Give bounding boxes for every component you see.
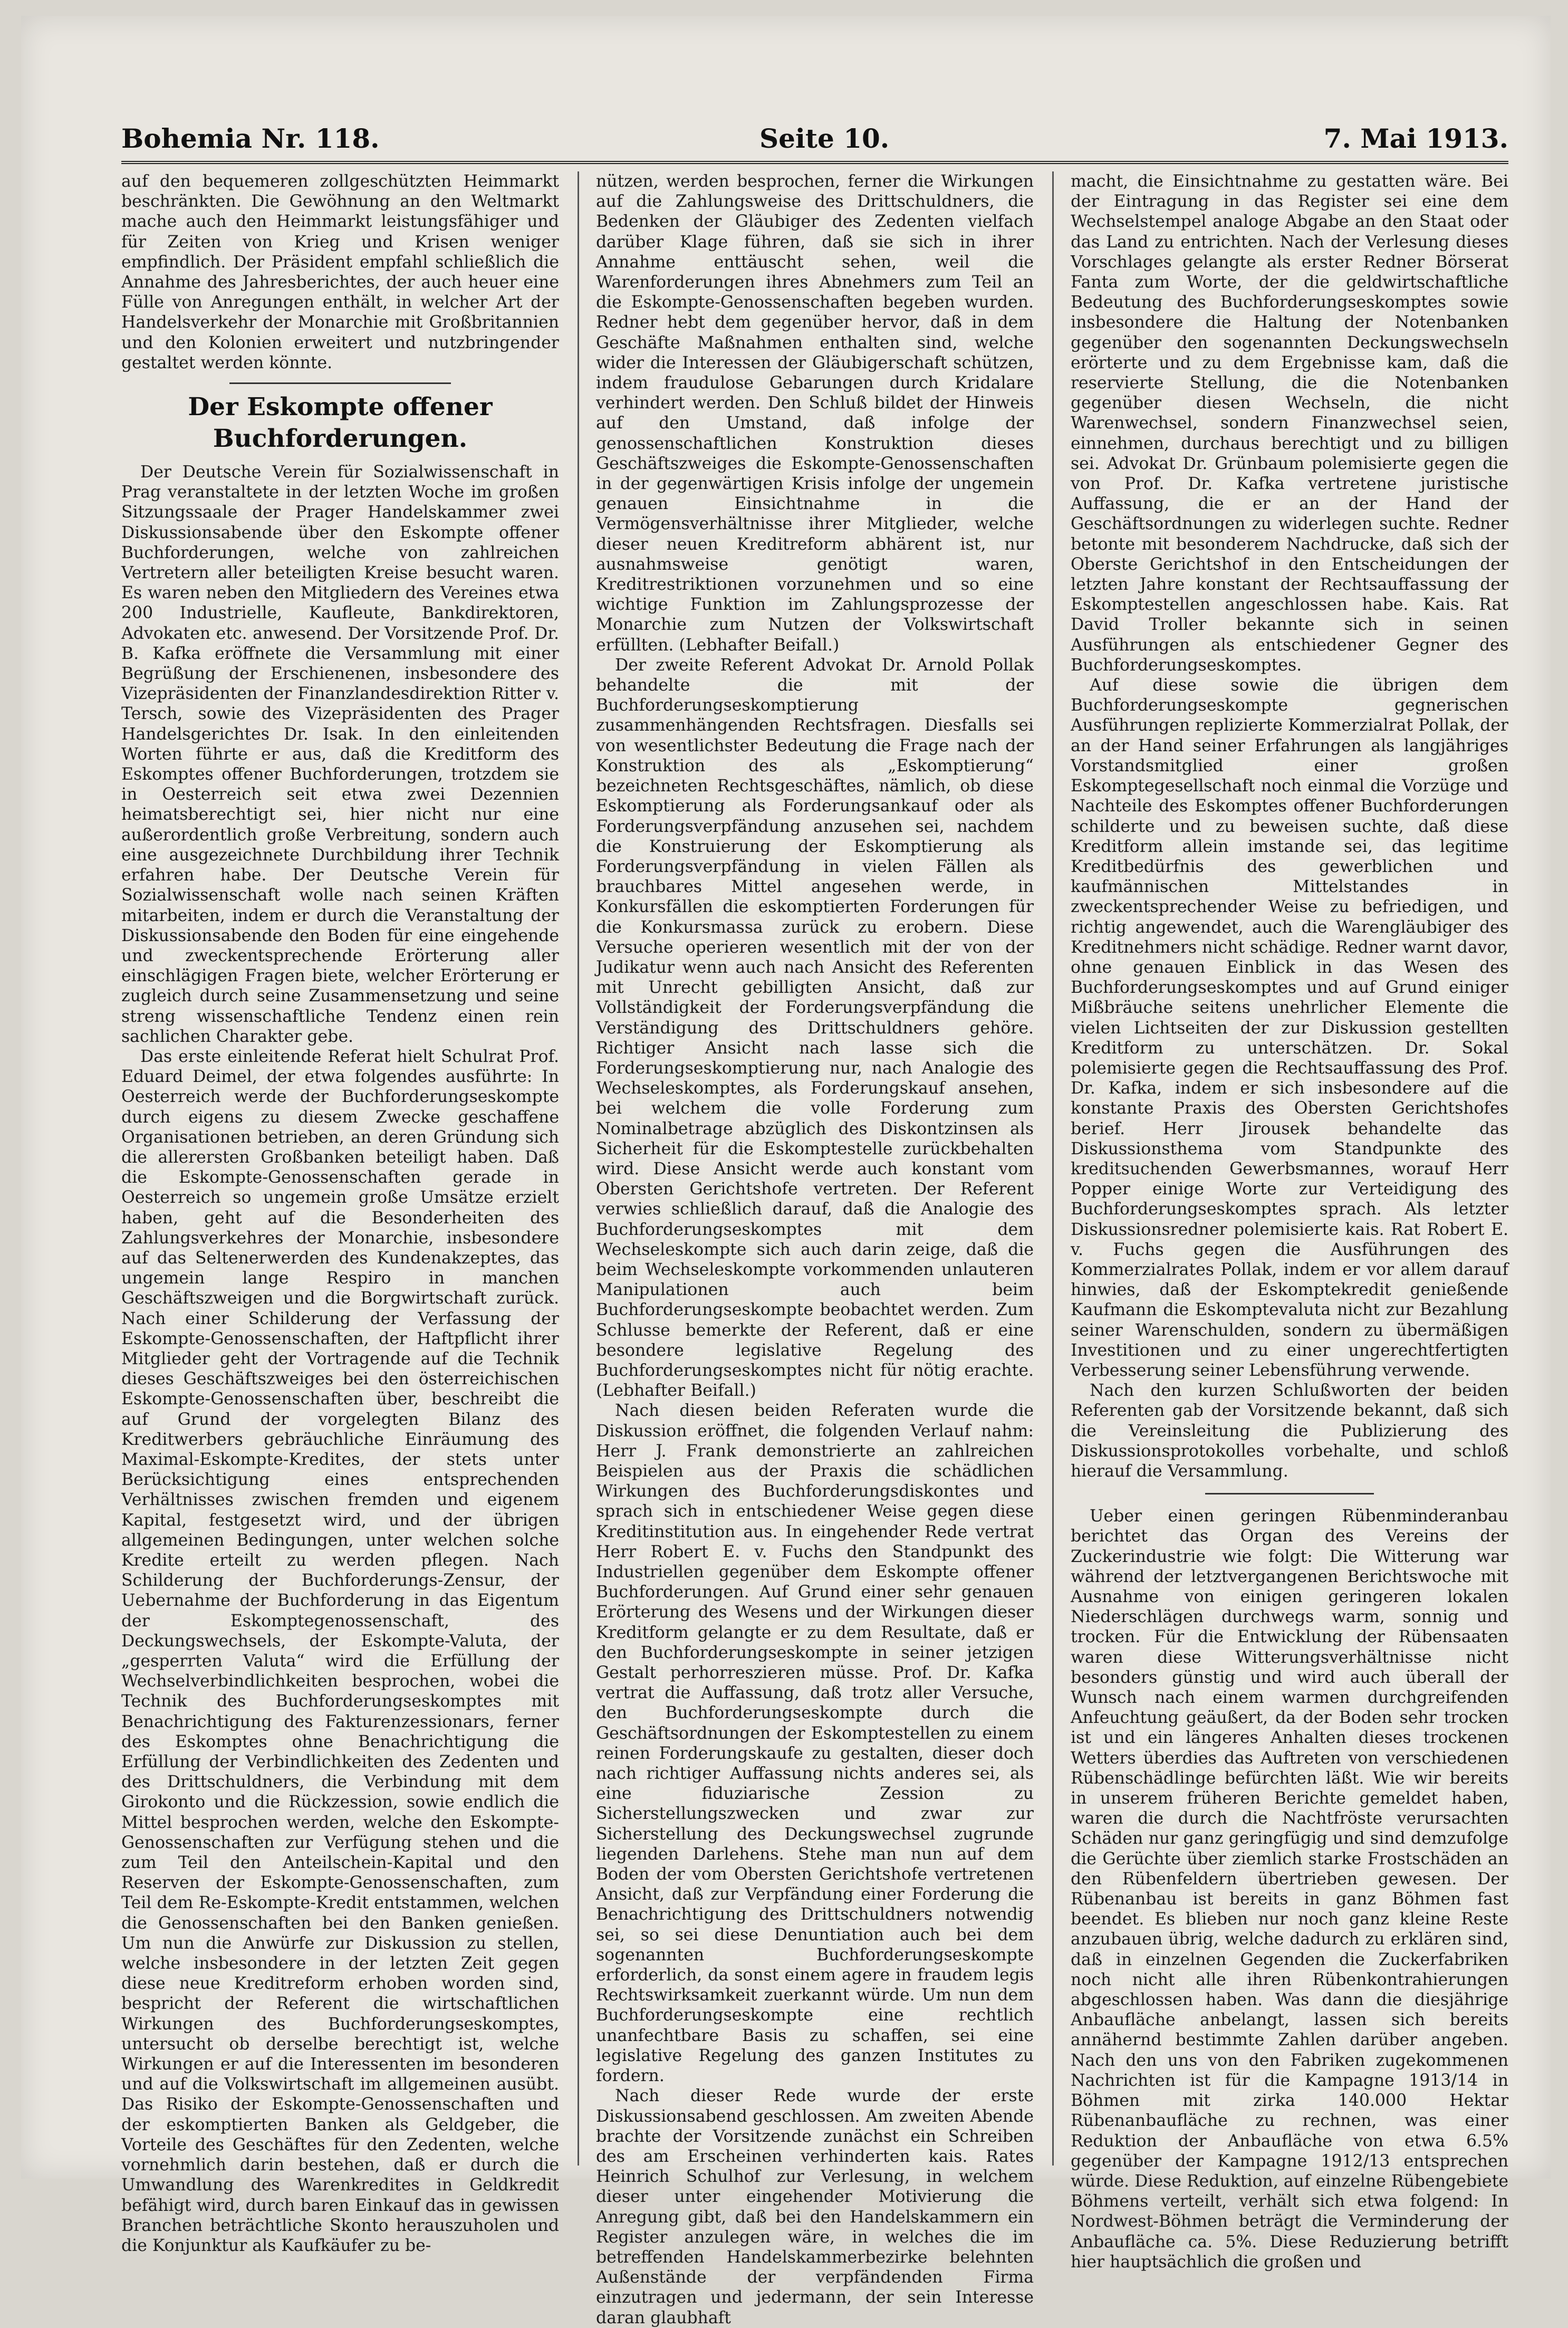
article-paragraph: Das erste einleitende Referat hielt Schulrat Prof. Eduard Deimel, der etwa folgendes ausführte: In Oesterreich werde der Buchforderungseskompte durch eigens zu diesem Zwecke geschaffene Organisationen betrieben, an deren Gründung sich die allerersten Großbanken beteiligt haben. Daß die Eskompte-Genossenschaften gerade in Oesterreich so ungemein große Umsätze erzielt haben, geht auf die Besonderheiten des Zahlungsverkehres der Monarchie, insbesondere auf das Seltenerwerden des Kundenakzeptes, das ungemein lange Respiro in manchen Geschäftszweigen und die Borgwirtschaft zurück. Nach einer Schilderung der Verfassung der Eskompte-Genossenschaften, der Haftpflicht ihrer Mitglieder geht der Vortragende auf die Technik dieses Geschäftszweiges bei den österreichischen Eskompte-Genossenschaften über, beschreibt die auf Grund der vorgelegten Bilanz des Kreditwerbers gebräuchliche Einräumung des Maximal-Eskompte-Kredites, der stets unter Berücksichtigung eines entsprechenden Verhältnisses zwischen fremden und eigenem Kapital, festgesetzt wird, und der übrigen allgemeinen Bedingungen, unter welchen solche Kredite erteilt zu werden pflegen. Nach Schilderung der Buchforderungs-Zensur, der Uebernahme der Buchforderung in das Eigentum der Eskomptegenossenschaft, des Deckungswechsels, der Eskompte-Valuta, der „gesperrten Valuta“ wird die Erfüllung der Wechselverbindlichkeiten besprochen, wobei die Technik des Buchforderungseskomptes mit Benachrichtigung des Fakturenzessionars, ferner des Eskomptes ohne Benachrichtigung die Erfüllung der Verbindlichkeiten des Zedenten und des Drittschuldners, die Verbindung mit dem Girokonto und die Rückzession, sowie endlich die Mittel besprochen werden, welche den Eskompte-Genossenschaften zur Verfügung stehen und die zum Teil den Anteilschein-Kapital und den Reserven der Eskompte-Genossenschaften, zum Teil dem Re-Eskompte-Kredit entstammen, welchen die Genossenschaften bei den Banken genießen. Um nun die Anwürfe zur Diskussion zu stellen, welche insbesondere in der letzten Zeit gegen diese neue Kreditreform erhoben worden sind, bespricht der Referent die wirtschaftlichen Wirkungen des Buchforderungseskomptes, untersucht ob derselbe berechtigt ist, welche Wirkungen er auf die Interessenten im besonderen und auf die Volkswirtschaft im allgemeinen ausübt. Das Risiko der Eskompte-Genossenschaften und der eskomptierten Banken als Geldgeber, die Vorteile des Geschäftes für den Zedenten, welche vornehmlich darin bestehen, daß er durch die Umwandlung des Warenkredites in Geldkredit befähigt wird, durch baren Einkauf das in gewissen Branchen beträchtliche Skonto herauszuholen und die Konjunktur als Kaufkäufer zu be-	[121, 1047, 559, 2255]
article-paragraph: Nach dieser Rede wurde der erste Diskussionsabend geschlossen. Am zweiten Abende brachte der Vorsitzende zunächst ein Schreiben des am Erscheinen verhinderten kais. Rates Heinrich Schulhof zur Verlesung, in welchem dieser unter eingehender Motivierung die Anregung gibt, daß bei den Handelskammern ein Register anzulegen wäre, in welches die im betreffenden Handelskammerbezirke belehnten Außenstände der verpfändenden Firma einzutragen und jedermann, der sein Interesse daran glaubhaft	[596, 2086, 1034, 2327]
column-divider	[1052, 171, 1054, 2166]
header-paper-issue: Bohemia Nr. 118.	[121, 123, 380, 154]
article-paragraph: Nach diesen beiden Referaten wurde die Diskussion eröffnet, die folgenden Verlauf nahm: Herr J. Frank demonstrierte an zahlreichen Beispielen aus der Praxis die schädlichen Wirkungen des Buchforderungsdiskontes und sprach sich in entschiedener Weise gegen diese Kreditinstitution aus. In eingehender Rede vertrat Herr Robert E. v. Fuchs den Standpunkt des Industriellen gegenüber dem Eskompte offener Buchforderungen. Auf Grund einer sehr genauen Erörterung des Wesens und der Wirkungen dieser Kreditform gelangte er zu dem Resultate, daß er den Buchforderungseskompte in seiner jetzigen Gestalt perhorreszieren müsse. Prof. Dr. Kafka vertrat die Auffassung, daß trotz aller Versuche, den Buchforderungseskompte durch die Geschäftsordnungen der Eskomptestellen zu einem reinen Forderungskaufe zu gestalten, dieser doch nach richtiger Auffassung nichts anderes sei, als eine fiduziarische Zession zu Sicherstellungszwecken und zwar zur Sicherstellung des Deckungswechsel zugrunde liegenden Darlehens. Stehe man nun auf dem Boden der vom Obersten Gerichtshofe vertretenen Ansicht, daß zur Verpfändung einer Forderung die Benachrichtigung des Drittschuldners notwendig sei, so sei diese Denuntiation auch bei dem sogenannten Buchforderungseskompte erforderlich, da sonst einem agere in fraudem legis Rechtswirksamkeit zuerkannt würde. Um nun dem Buchforderungseskompte eine rechtlich unanfechtbare Basis zu schaffen, sei eine legislative Regelung des ganzen Institutes zu fordern.	[596, 1401, 1034, 2086]
article-headline: Der Eskompte offener Buchforderungen.	[188, 392, 493, 454]
article-separator	[229, 382, 451, 384]
article-paragraph: nützen, werden besprochen, ferner die Wirkungen auf die Zahlungsweise des Drittschuldners, die Bedenken der Gläubiger des Zedenten vielfach darüber Klage führen, daß sie sich in ihrer Annahme enttäuscht sehen, weil die Warenforderungen ihres Abnehmers zum Teil an die Eskompte-Genossenschaften begeben wurden. Redner hebt dem gegenüber hervor, daß in dem Geschäfte Maßnahmen enthalten sind, welche wider die Interessen der Gläubigerschaft schützen, indem fraudulose Gebarungen durch Kridalare verhindert werden. Den Schluß bildet der Hinweis auf den Umstand, daß infolge der genossenschaftlichen Konstruktion dieses Geschäftszweiges die Eskompte-Genossenschaften in der gegenwärtigen Krisis infolge der ungemein genauen Einsichtnahme in die Vermögensverhältnisse ihrer Mitglieder, welche dieser neuen Kreditreform abhärent ist, nur ausnahmsweise genötigt waren, Kreditrestriktionen vorzunehmen und so eine wichtige Funktion im Zahlungsprozesse der Monarchie zum Nutzen der Volkswirtschaft erfüllten. (Lebhafter Beifall.)	[596, 172, 1034, 655]
column-left	[121, 171, 559, 2255]
column-divider	[578, 171, 579, 2166]
header-page-number: Seite 10.	[759, 123, 890, 154]
header-date: 7. Mai 1913.	[1323, 123, 1508, 154]
article-separator	[1205, 1493, 1374, 1494]
column-right	[1071, 171, 1508, 2272]
page-header	[121, 119, 1508, 164]
article-paragraph: macht, die Einsichtnahme zu gestatten wäre. Bei der Eintragung in das Register sei eine dem Wechselstempel analoge Abgabe an den Staat oder das Land zu entrichten. Nach der Verlesung dieses Vorschlages gelangte als erster Redner Börserat Fanta zum Worte, der die geldwirtschaftliche Bedeutung des Buchforderungseskomptes sowie insbesondere die Haltung der Notenbanken gegenüber den sogenannten Deckungswechseln erörterte und zu dem Ergebnisse kam, daß die reservierte Stellung, die die Notenbanken gegenüber diesen Wechseln, die nicht Warenwechsel, sondern Finanzwechsel seien, einnehmen, durchaus berechtigt und zu billigen sei. Advokat Dr. Grünbaum polemisierte gegen die von Prof. Dr. Kafka vertretene juristische Auffassung, die er an der Hand der Geschäftsordnungen zu widerlegen suchte. Redner betonte mit besonderem Nachdrucke, daß sich der Oberste Gerichtshof in den Entscheidungen der letzten Jahre konstant der Rechtsauffassung der Eskomptestellen angeschlossen habe. Kais. Rat David Troller bekannte sich in seinen Ausführungen als entschiedener Gegner des Buchforderungseskomptes.	[1071, 172, 1508, 675]
article-paragraph: Der Deutsche Verein für Sozialwissenschaft in Prag veranstaltete in der letzten Woche im großen Sitzungssaale der Prager Handelskammer zwei Diskussionsabende über den Eskompte offener Buchforderungen, welche von zahlreichen Vertretern aller beteiligten Kreise besucht waren. Es waren neben den Mitgliedern des Vereines etwa 200 Industrielle, Kaufleute, Bankdirektoren, Advokaten etc. anwesend. Der Vorsitzende Prof. Dr. B. Kafka eröffnete die Versammlung mit einer Begrüßung der Erschienenen, insbesondere des Vizepräsidenten der Finanzlandesdirektion Ritter v. Tersch, sowie des Vizepräsidenten des Prager Handelsgerichtes Dr. Isak. In den einleitenden Worten führte er aus, daß die Kreditform des Eskomptes offener Buchforderungen, trotzdem sie in Oesterreich seit etwa zwei Dezennien heimatsberechtigt sei, hier nicht nur eine außerordentlich große Verbreitung, sondern auch eine ausgezeichnete Durchbildung ihrer Technik erfahren habe. Der Deutsche Verein für Sozialwissenschaft wolle nach seinen Kräften mitarbeiten, indem er durch die Veranstaltung der Diskussionsabende den Boden für eine eingehende und zweckentsprechende Erörterung aller einschlägigen Fragen biete, welcher Erörterung er zugleich durch seine Zusammensetzung und seine streng wissenschaftliche Tendenz einen rein sachlichen Charakter gebe.	[121, 463, 559, 1046]
column-middle	[596, 171, 1034, 2327]
article-paragraph: Auf diese sowie die übrigen dem Buchforderungseskompte gegnerischen Ausführungen replizierte Kommerzialrat Pollak, der an der Hand seiner Erfahrungen als langjähriges Vorstandsmitglied einer großen Eskomptegesellschaft noch einmal die Vorzüge und Nachteile des Eskomptes offener Buchforderungen schilderte und zu beweisen suchte, daß diese Kreditform allein imstande sei, das legitime Kreditbedürfnis des gewerblichen und kaufmännischen Mittelstandes in zweckentsprechender Weise zu befriedigen, und richtig angewendet, auch die Warengläubiger des Kreditnehmers nicht schädige. Redner warnt davor, ohne genauen Einblick in das Wesen des Buchforderungseskomptes und auf Grund einiger Mißbräuche seitens unehrlicher Elemente die vielen Lichtseiten der zur Diskussion gestellten Kreditform zu unterschätzen. Dr. Sokal polemisierte gegen die Rechtsauffassung des Prof. Dr. Kafka, indem er sich insbesondere auf die konstante Praxis des Obersten Gerichtshofes berief. Herr Jirousek behandelte das Diskussionsthema vom Standpunkte des kreditsuchenden Gewerbsmannes, worauf Herr Popper einige Worte zur Verteidigung des Buchforderungseskomptes sprach. Als letzter Diskussionsredner polemisierte kais. Rat Robert E. v. Fuchs gegen die Ausführungen des Kommerzialrates Pollak, indem er vor allem darauf hinwies, daß der Eskomptekredit genießende Kaufmann die Eskomptevaluta nicht zur Bezahlung seiner Warenschulden, sondern zu übermäßigen Investitionen und zu einer ungerechtfertigten Verbesserung seiner Lebensführung verwende.	[1071, 676, 1508, 1380]
article-paragraph: Nach den kurzen Schlußworten der beiden Referenten gab der Vorsitzende bekannt, daß sich die Vereinsleitung die Publizierung des Diskussionsprotokolles vorbehalte, und schloß hierauf die Versammlung.	[1071, 1381, 1508, 1481]
article-continuation: auf den bequemeren zollgeschützten Heimmarkt beschränkten. Die Gewöhnung an den Weltmarkt mache auch den Heimmarkt leistungsfähiger und für Zeiten von Krieg und Krisen weniger empfindlich. Der Präsident empfahl schließlich die Annahme des Jahresberichtes, der auch heuer eine Fülle von Anregungen enthält, in welcher Art der Handelsverkehr der Monarchie mit Großbritannien und den Kolonien erweitert und nutzbringender gestaltet werden könnte.	[121, 172, 559, 372]
news-item-paragraph: Ueber einen geringen Rübenminderanbau berichtet das Organ des Vereins der Zuckerindustrie wie folgt: Die Witterung war während der letztvergangenen Berichtswoche mit Ausnahme von einigen geringeren lokalen Niederschlägen durchwegs warm, sonnig und trocken. Für die Entwicklung der Rübensaaten waren diese Witterungsverhältnisse nicht besonders günstig und wird auch überall der Wunsch nach einem warmen durchgreifenden Anfeuchtung geäußert, da der Boden sehr trocken ist und ein längeres Anhalten dieses trockenen Wetters überdies das Auftreten von verschiedenen Rübenschädlinge befürchten läßt. Wie wir bereits in unserem früheren Berichte gemeldet haben, waren die durch die Nachtfröste verursachten Schäden nur ganz geringfügig und sind demzufolge die Gerüchte über ziemlich starke Frostschäden an den Rübenfeldern übertrieben gewesen. Der Rübenanbau ist bereits in ganz Böhmen fast beendet. Es blieben nur noch ganz kleine Reste anzubauen übrig, welche dadurch zu erklären sind, daß in einzelnen Gegenden die Zuckerfabriken noch nicht alle ihren Rübenkontrahierungen abgeschlossen haben. Was dann die diesjährige Anbaufläche anbelangt, lassen sich bereits annähernd bestimmte Zahlen darüber angeben. Nach den uns von den Fabriken zugekommenen Nachrichten ist für die Kampagne 1913/14 in Böhmen mit zirka 140.000 Hektar Rübenanbaufläche zu rechnen, was einer Reduktion der Anbaufläche von etwa 6.5% gegenüber der Kampagne 1912/13 entsprechen würde. Diese Reduktion, auf einzelne Rübengebiete Böhmens verteilt, verhält sich etwa folgend: In Nordwest-Böhmen beträgt die Verminderung der Anbaufläche ca. 5%. Diese Reduzierung betrifft hier hauptsächlich die großen und	[1071, 1507, 1508, 2272]
article-paragraph: Der zweite Referent Advokat Dr. Arnold Pollak behandelte die mit der Buchforderungseskomptierung zusammenhängenden Rechtsfragen. Diesfalls sei von wesentlichster Bedeutung die Frage nach der Konstruktion des als „Eskomptierung“ bezeichneten Rechtsgeschäftes, nämlich, ob diese Eskomptierung als Forderungsankauf oder als Forderungsverpfändung anzusehen sei, nachdem die Konstruierung der Eskomptierung als Forderungsverpfändung in vielen Fällen als brauchbares Mittel angesehen werde, in Konkursfällen die eskomptierten Forderungen für die Konkursmassa zurück zu erobern. Diese Versuche operieren wesentlich mit der von der Judikatur wenn auch nach Ansicht des Referenten mit Unrecht gebilligten Ansicht, daß zur Vollständigkeit der Forderungsverpfändung die Verständigung des Drittschuldners gehöre. Richtiger Ansicht nach lasse sich die Forderungseskomptierung nur, nach Analogie des Wechseleskomptes, als Forderungskauf ansehen, bei welchem die volle Forderung zum Nominalbetrage abzüglich des Diskontzinsen als Sicherheit für die Eskomptestelle zurückbehalten wird. Diese Ansicht werde auch konstant vom Obersten Gerichtshofe vertreten. Der Referent verwies schließlich darauf, daß die Analogie des Buchforderungseskomptes mit dem Wechseleskompte sich auch darin zeige, daß die beim Wechseleskompte vorkommenden unlauteren Manipulationen auch beim Buchforderungseskompte beobachtet werden. Zum Schlusse bemerkte der Referent, daß er eine besondere legislative Regelung des Buchforderungseskomptes nicht für nötig erachte. (Lebhafter Beifall.)	[596, 655, 1034, 1401]
